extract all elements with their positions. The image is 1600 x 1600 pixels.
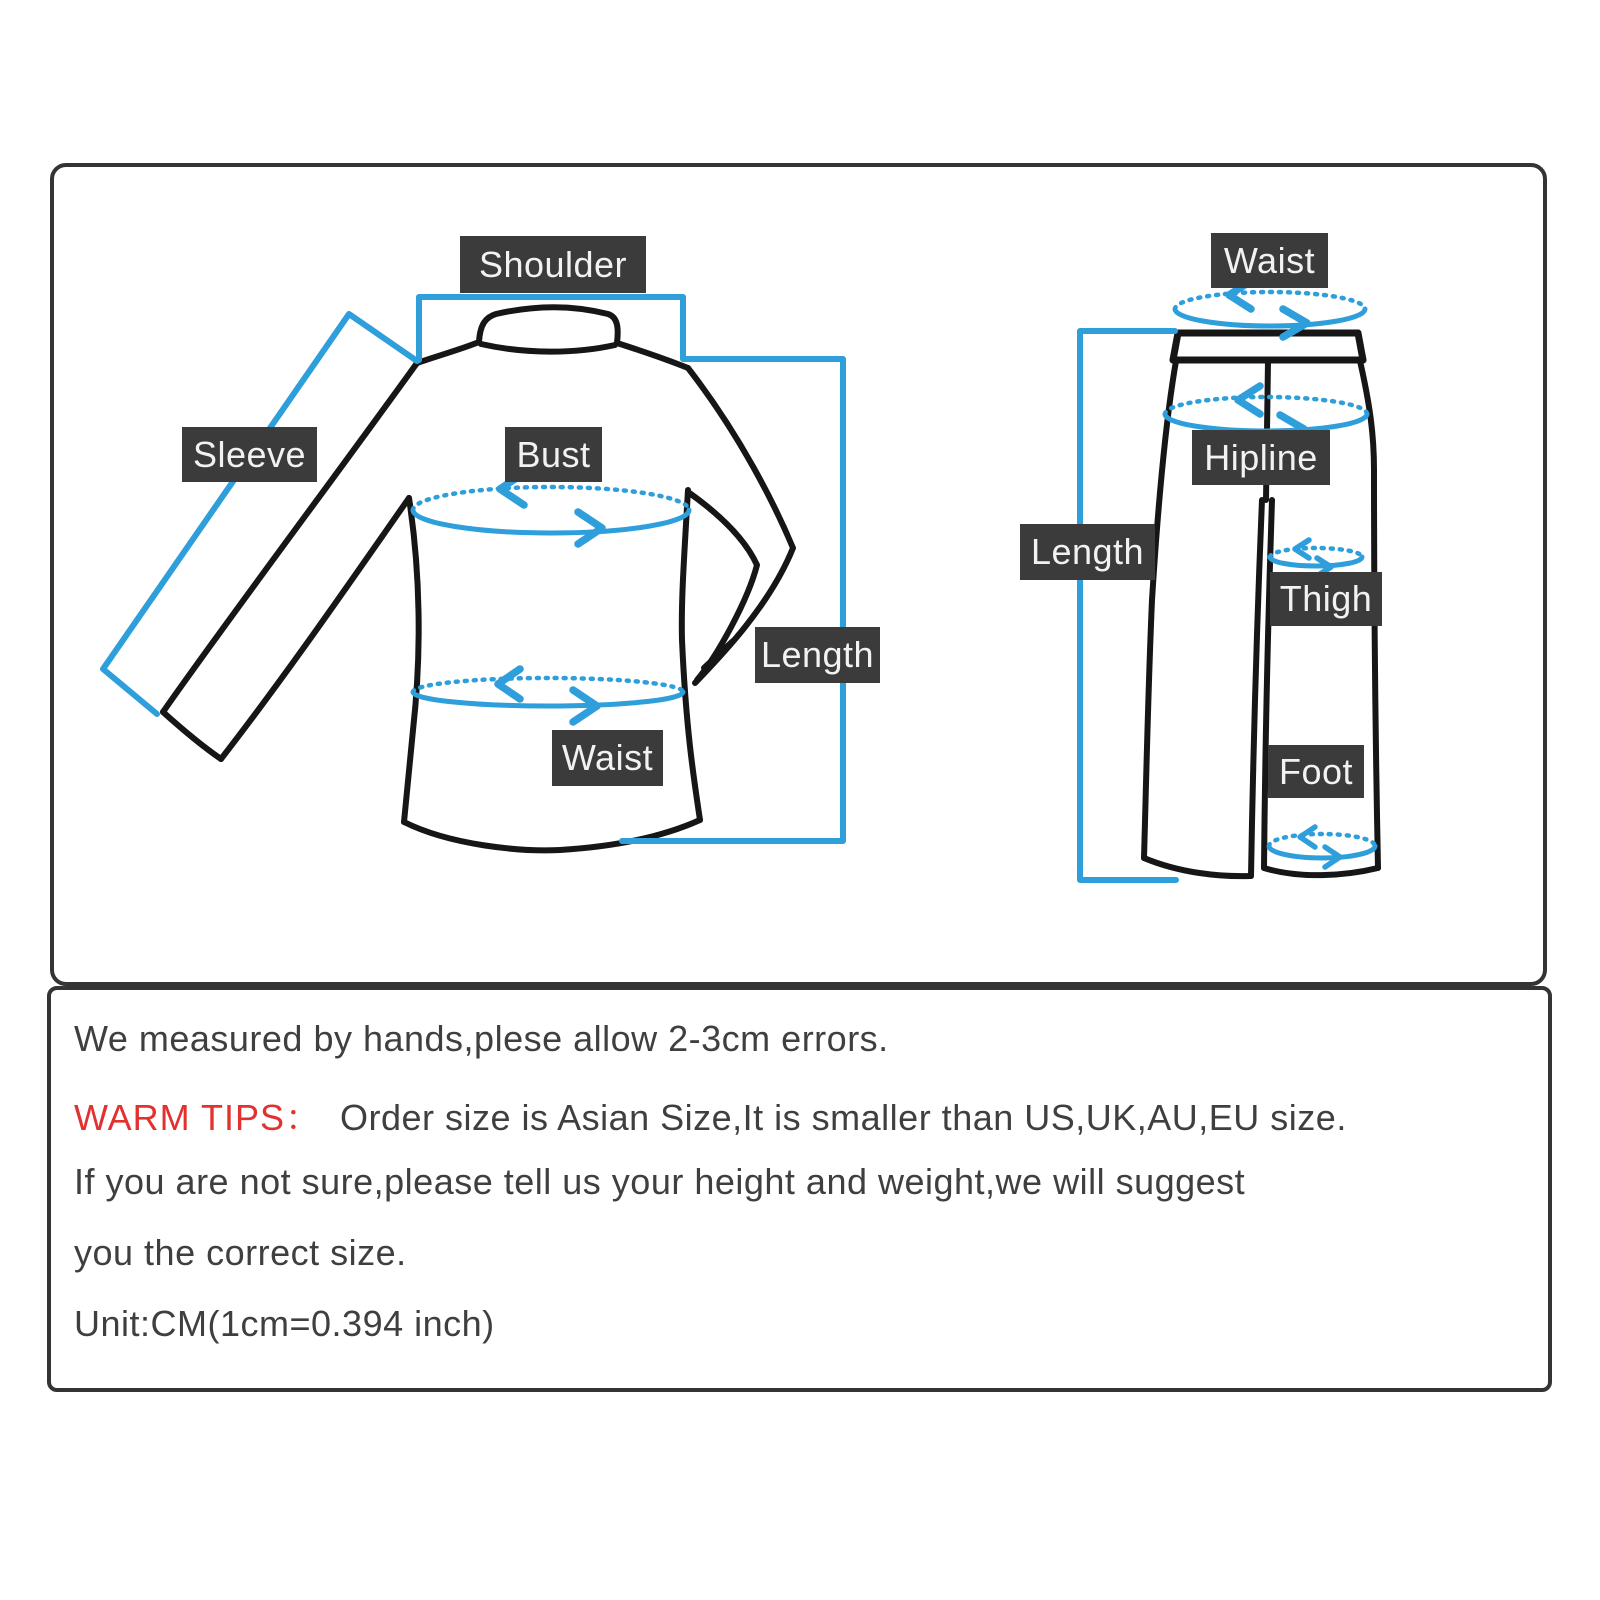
shirt-sleeve-bracket <box>103 314 417 714</box>
foot-ellipse-bottom <box>1269 846 1375 858</box>
shirt-left-sleeve-inner <box>221 498 409 759</box>
pants-length-label: Length <box>1020 524 1155 580</box>
shirt-measure-lines <box>103 297 843 841</box>
shirt-waist-ellipse-bottom <box>413 692 683 706</box>
note-suggest-line2: you the correct size. <box>74 1232 407 1273</box>
pants-left-leg-outer <box>1144 361 1176 858</box>
pants-left-leg-inner <box>1251 500 1262 876</box>
pants-length-bracket <box>1080 331 1176 880</box>
shirt-shoulder-label: Shoulder <box>460 236 646 293</box>
foot-ellipse-top <box>1269 834 1375 846</box>
shirt-left-cuff <box>163 712 221 759</box>
note-unit: Unit:CM(1cm=0.394 inch) <box>74 1303 495 1344</box>
shirt-waist-ellipse-top <box>413 678 683 692</box>
foot-arrow-left-icon <box>1300 827 1315 847</box>
pants-waistband-left <box>1173 333 1178 360</box>
shirt-body-left <box>404 498 419 822</box>
pants-thigh-label: Thigh <box>1270 572 1382 626</box>
pants-waistband-right <box>1358 333 1363 360</box>
shirt-collar-inner <box>481 344 615 352</box>
shirt-length-label: Length <box>755 627 880 683</box>
pants-waist-label: Waist <box>1211 233 1328 288</box>
note-warm-tips <box>74 1090 1534 1141</box>
hipline-arrow-left-icon <box>1238 386 1260 414</box>
shirt-waist-label: Waist <box>552 730 663 786</box>
shirt-sleeve-label: Sleeve <box>182 427 317 482</box>
pants-waist-ellipse-top <box>1175 292 1365 309</box>
shirt-body-right <box>682 490 700 820</box>
bust-ellipse-bottom <box>413 510 689 533</box>
shirt-hem <box>404 820 700 850</box>
warm-tips-label: WARM TIPS： <box>74 1097 323 1138</box>
bust-ellipse-top <box>413 487 689 510</box>
note-suggest-line1: If you are not sure,please tell us your height and weight,we will suggest <box>74 1161 1246 1202</box>
pants-left-hem <box>1144 858 1251 876</box>
warm-tips-text: Order size is Asian Size,It is smaller than US,UK,AU,EU size. <box>340 1097 1347 1138</box>
shirt-outline <box>163 307 793 850</box>
shirt-bust-label: Bust <box>505 427 602 482</box>
pants-right-hem <box>1264 868 1378 875</box>
pants-hipline-label: Hipline <box>1192 430 1330 485</box>
note-measure-errors: We measured by hands,plese allow 2-3cm errors. <box>74 1018 889 1059</box>
shirt-waist-arrow-left-icon <box>498 669 520 699</box>
bust-arrow-right-icon <box>578 512 602 544</box>
pants-foot-label: Foot <box>1268 745 1364 798</box>
shirt-right-shoulder <box>617 343 688 368</box>
pants-waist-ellipse-bottom <box>1175 309 1365 326</box>
shirt-collar-outer <box>479 307 618 343</box>
shirt-left-shoulder <box>417 342 479 363</box>
